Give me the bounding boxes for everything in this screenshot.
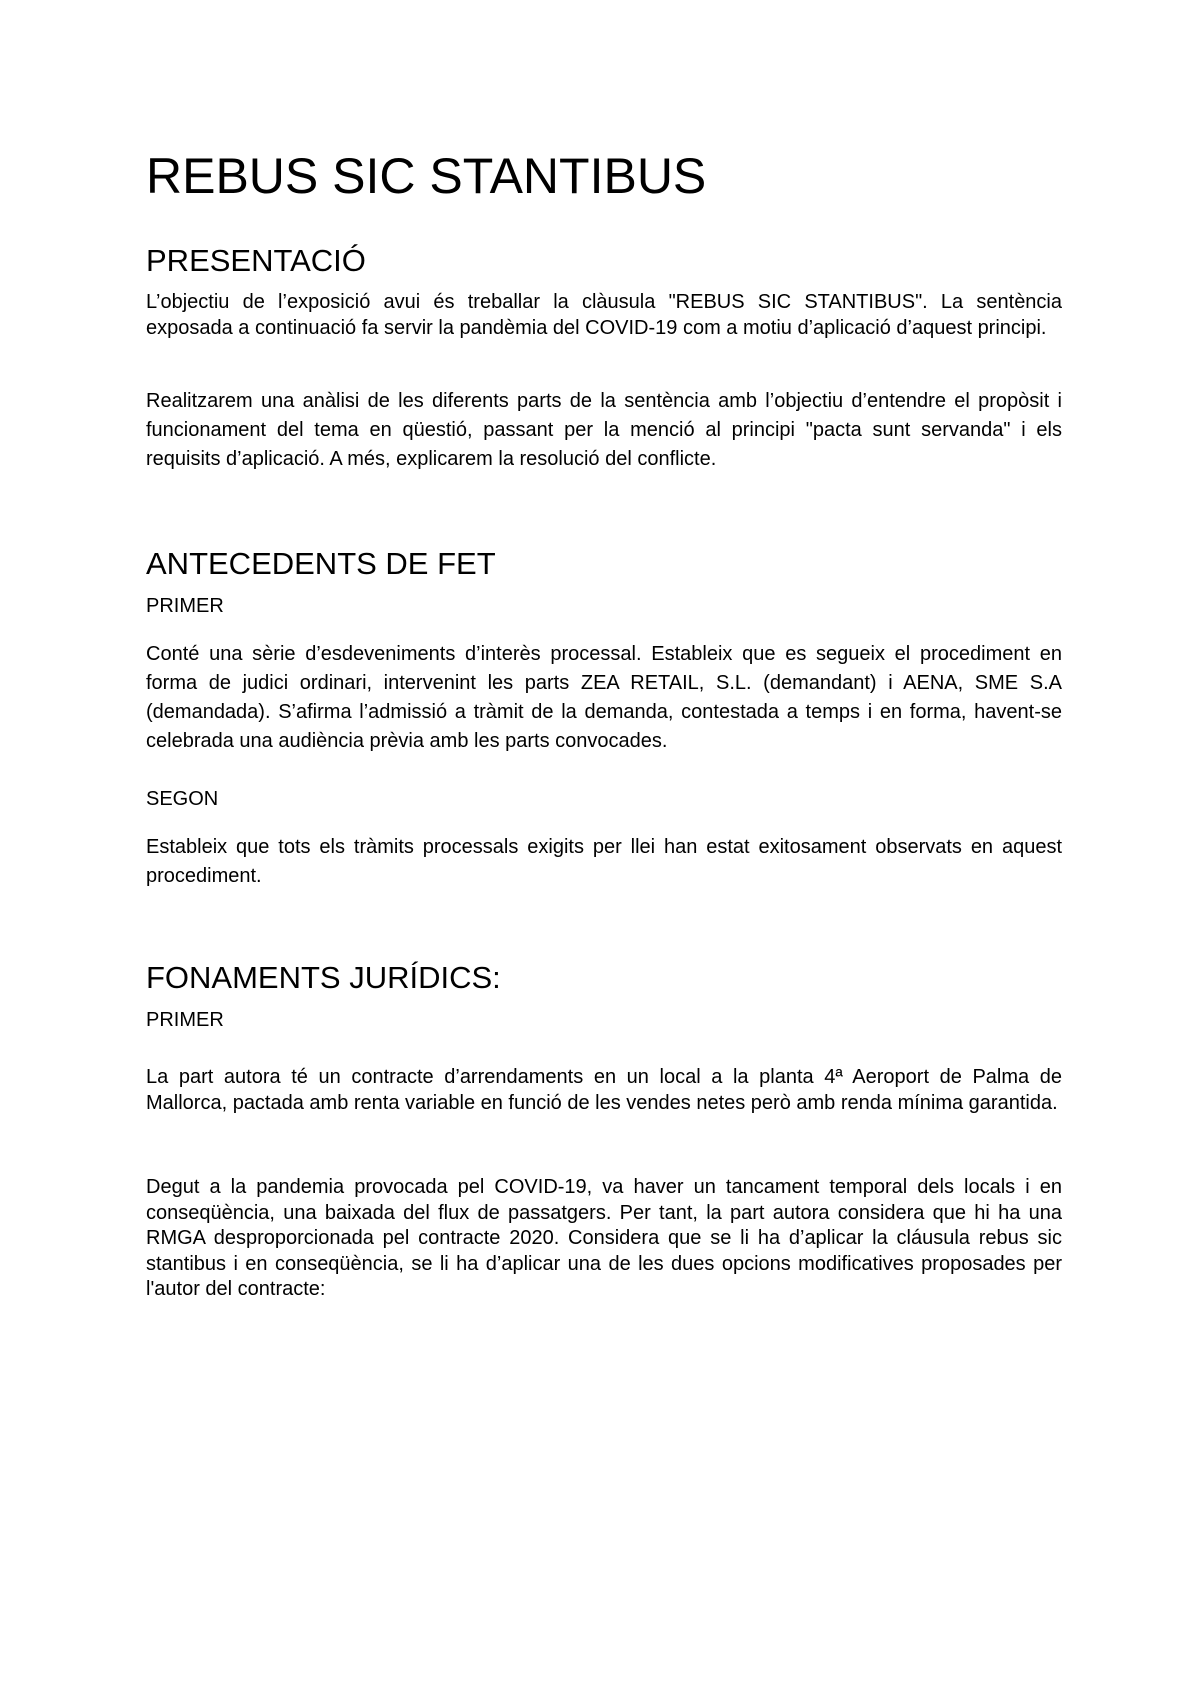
heading-presentacio: PRESENTACIÓ	[146, 243, 366, 278]
fonaments-primer-label: PRIMER	[146, 1009, 224, 1031]
antecedents-primer-label: PRIMER	[146, 595, 224, 617]
antecedents-segon-text: Estableix que tots els tràmits processals exigits per llei han estat exitosament observats en aquest procediment.	[146, 836, 1062, 887]
heading-antecedents: ANTECEDENTS DE FET	[146, 546, 496, 581]
antecedents-segon-label: SEGON	[146, 788, 219, 810]
document-title: REBUS SIC STANTIBUS	[146, 148, 707, 204]
fonaments-primer-paragraph-1: La part autora té un contracte d’arrendaments en un local a la planta 4ª Aeroport de Palma de Mallorca, pactada amb renta variable en funció de les vendes netes però amb renda mínima garantida.	[146, 1066, 1062, 1114]
fonaments-primer-paragraph-2: Degut a la pandemia provocada pel COVID-19, va haver un tancament temporal dels locals i en conseqüència, una baixada del flux de passatgers. Per tant, la part autora considera que hi ha una RMGA desproporcionada pel contracte 2020. Considera que se li ha d’aplicar la cláusula rebus sic stantibus i en conseqüència, se li ha d’aplicar una de les dues opcions modificatives proposades per l'autor del contracte:	[146, 1176, 1062, 1300]
presentacio-paragraph-2: Realitzarem una anàlisi de les diferents parts de la sentència amb l’objectiu d’entendre el propòsit i funcionament del tema en qüestió, passant per la menció al principi "pacta sunt servanda" i els requisits d’aplicació. A més, explicarem la resolució del conflicte.	[146, 390, 1062, 470]
heading-fonaments: FONAMENTS JURÍDICS:	[146, 960, 501, 995]
presentacio-paragraph-1: L’objectiu de l’exposició avui és treballar la clàusula "REBUS SIC STANTIBUS". La sentència exposada a continuació fa servir la pandèmia del COVID-19 com a motiu d’aplicació d’aquest principi.	[146, 291, 1062, 339]
antecedents-primer-text: Conté una sèrie d’esdeveniments d’interès processal. Estableix que es segueix el procediment en forma de judici ordinari, intervenint les parts ZEA RETAIL, S.L. (demandant) i AENA, SME S.A (demandada). S’afirma l’admissió a tràmit de la demanda, contestada a temps i en forma, havent-se celebrada una audiència prèvia amb les parts convocades.	[146, 643, 1062, 752]
